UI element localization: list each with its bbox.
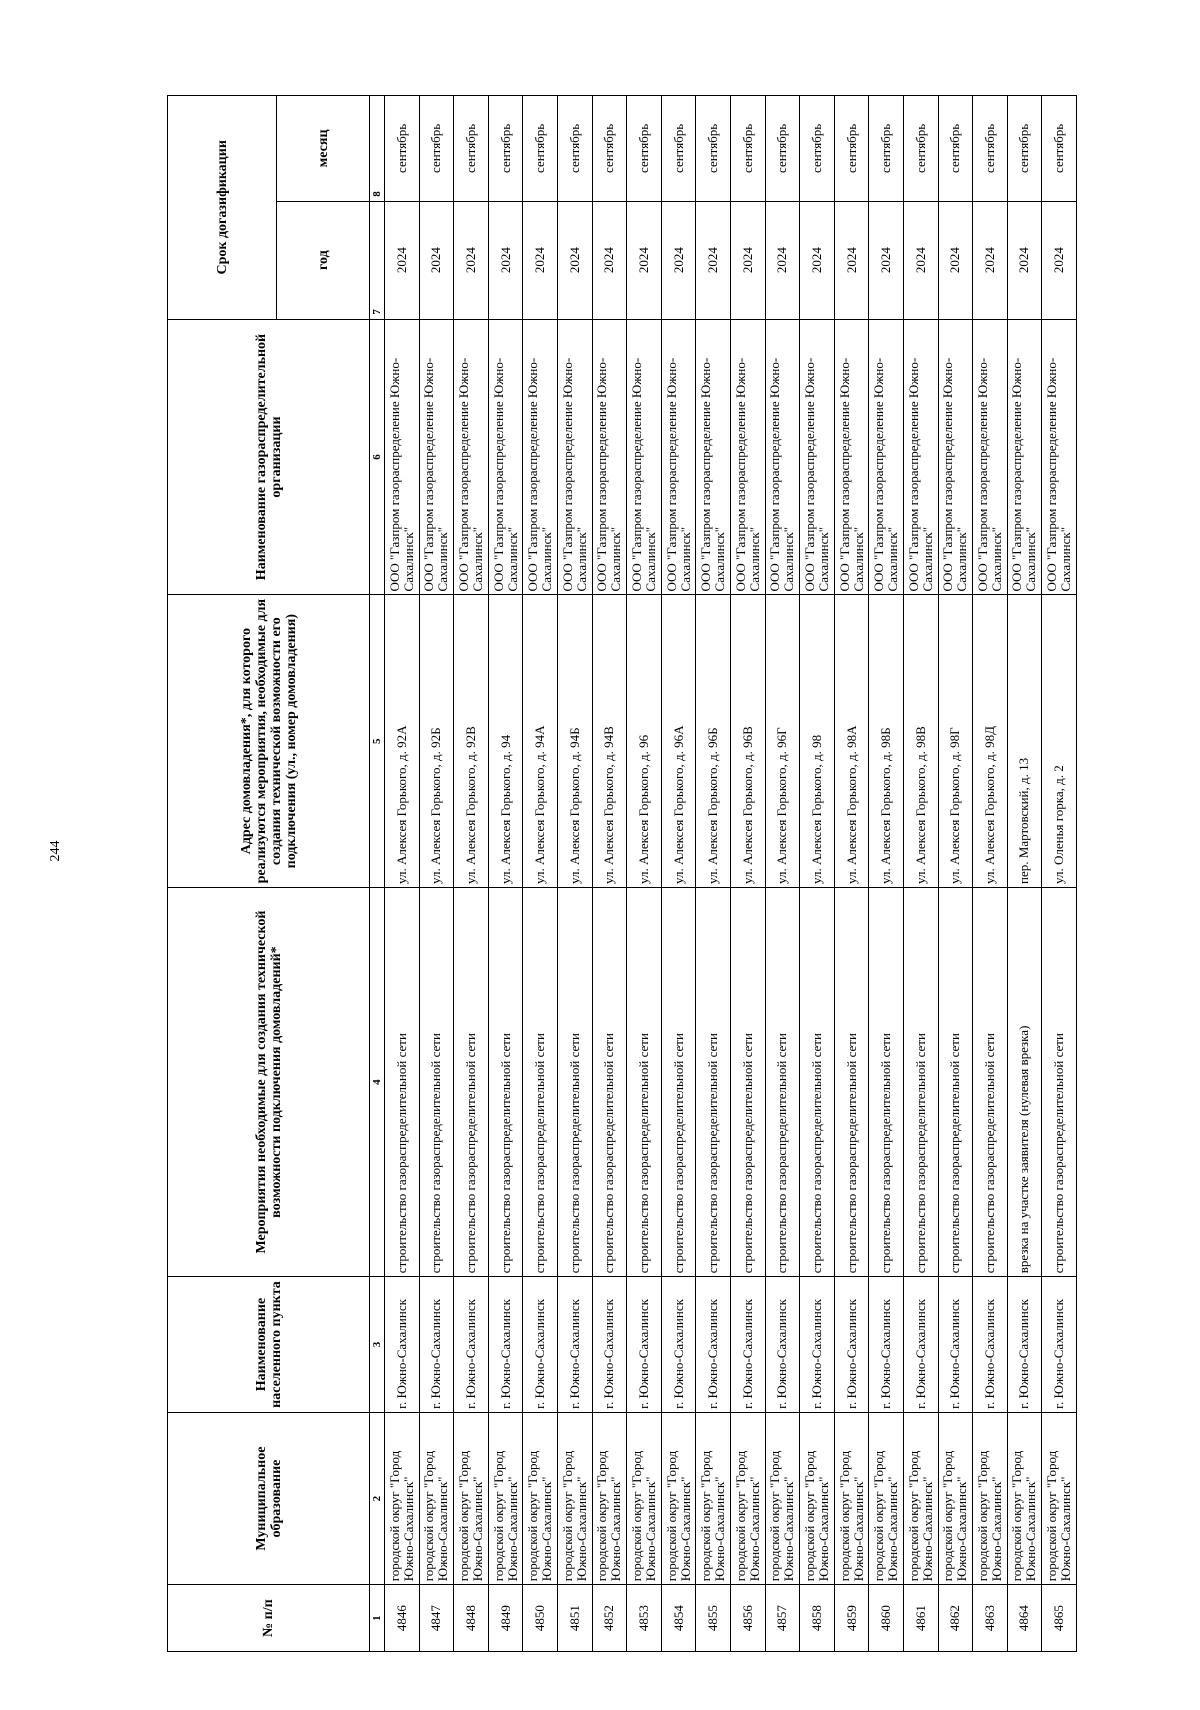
cell-month: сентябрь	[903, 96, 938, 202]
cell-measures: строительство газораспределительной сети	[627, 887, 662, 1276]
cell-month: сентябрь	[730, 96, 765, 202]
column-number: 2	[370, 1412, 385, 1584]
cell-month: сентябрь	[488, 96, 523, 202]
cell-year: 2024	[730, 201, 765, 319]
cell-settlement: г. Южно-Сахалинск	[557, 1277, 592, 1413]
cell-organization: ООО "Газпром газораспределение Южно-Сахалинск"	[661, 319, 696, 595]
rotated-table-wrapper	[167, 95, 1077, 1652]
cell-organization: ООО "Газпром газораспределение Южно-Сахалинск"	[765, 319, 800, 595]
cell-municipality: городской округ "Город Южно-Сахалинск"	[627, 1412, 662, 1584]
column-number: 7	[370, 201, 385, 319]
table-row	[973, 96, 1008, 1652]
cell-measures: строительство газораспределительной сети	[696, 887, 731, 1276]
table-row	[385, 96, 420, 1652]
cell-address: ул. Алексея Горького, д. 96Г	[765, 595, 800, 888]
cell-num: 4855	[696, 1585, 731, 1652]
cell-measures: строительство газораспределительной сети	[557, 887, 592, 1276]
table-row	[627, 96, 662, 1652]
cell-address: ул. Алексея Горького, д. 96В	[730, 595, 765, 888]
cell-settlement: г. Южно-Сахалинск	[1007, 1277, 1042, 1413]
cell-address: ул. Алексея Горького, д. 94Б	[557, 595, 592, 888]
cell-organization: ООО "Газпром газораспределение Южно-Сахалинск"	[557, 319, 592, 595]
cell-address: ул. Алексея Горького, д. 92Б	[419, 595, 454, 888]
cell-municipality: городской округ "Город Южно-Сахалинск"	[661, 1412, 696, 1584]
header-month: месяц	[277, 96, 370, 202]
cell-year: 2024	[1007, 201, 1042, 319]
cell-municipality: городской округ "Город Южно-Сахалинск"	[903, 1412, 938, 1584]
cell-year: 2024	[454, 201, 489, 319]
cell-organization: ООО "Газпром газораспределение Южно-Сахалинск"	[834, 319, 869, 595]
cell-year: 2024	[903, 201, 938, 319]
table-row	[661, 96, 696, 1652]
cell-num: 4846	[385, 1585, 420, 1652]
cell-month: сентябрь	[454, 96, 489, 202]
cell-settlement: г. Южно-Сахалинск	[523, 1277, 558, 1413]
cell-month: сентябрь	[661, 96, 696, 202]
cell-num: 4857	[765, 1585, 800, 1652]
header-num: № п/п	[168, 1585, 370, 1652]
cell-settlement: г. Южно-Сахалинск	[696, 1277, 731, 1413]
cell-num: 4850	[523, 1585, 558, 1652]
cell-organization: ООО "Газпром газораспределение Южно-Сахалинск"	[938, 319, 973, 595]
table-row	[1007, 96, 1042, 1652]
cell-municipality: городской округ "Город Южно-Сахалинск"	[730, 1412, 765, 1584]
cell-year: 2024	[419, 201, 454, 319]
cell-num: 4852	[592, 1585, 627, 1652]
gasification-table	[167, 95, 1077, 1652]
cell-num: 4853	[627, 1585, 662, 1652]
cell-measures: строительство газораспределительной сети	[454, 887, 489, 1276]
cell-settlement: г. Южно-Сахалинск	[765, 1277, 800, 1413]
cell-organization: ООО "Газпром газораспределение Южно-Сахалинск"	[454, 319, 489, 595]
cell-measures: строительство газораспределительной сети	[834, 887, 869, 1276]
cell-address: ул. Алексея Горького, д. 96А	[661, 595, 696, 888]
cell-num: 4863	[973, 1585, 1008, 1652]
cell-year: 2024	[385, 201, 420, 319]
cell-month: сентябрь	[592, 96, 627, 202]
header-organization: Наименование газораспределительной организации	[168, 319, 370, 595]
page-number: 244	[48, 840, 63, 862]
cell-address: ул. Алексея Горького, д. 98А	[834, 595, 869, 888]
cell-settlement: г. Южно-Сахалинск	[661, 1277, 696, 1413]
cell-year: 2024	[938, 201, 973, 319]
cell-num: 4851	[557, 1585, 592, 1652]
cell-organization: ООО "Газпром газораспределение Южно-Сахалинск"	[730, 319, 765, 595]
table-row	[419, 96, 454, 1652]
cell-settlement: г. Южно-Сахалинск	[385, 1277, 420, 1413]
cell-organization: ООО "Газпром газораспределение Южно-Сахалинск"	[488, 319, 523, 595]
cell-organization: ООО "Газпром газораспределение Южно-Сахалинск"	[385, 319, 420, 595]
cell-measures: строительство газораспределительной сети	[800, 887, 835, 1276]
cell-settlement: г. Южно-Сахалинск	[730, 1277, 765, 1413]
cell-num: 4861	[903, 1585, 938, 1652]
cell-address: ул. Алексея Горького, д. 92А	[385, 595, 420, 888]
column-number: 5	[370, 595, 385, 888]
table-row	[938, 96, 973, 1652]
cell-num: 4864	[1007, 1585, 1042, 1652]
cell-measures: строительство газораспределительной сети	[661, 887, 696, 1276]
cell-measures: строительство газораспределительной сети	[1042, 887, 1077, 1276]
cell-num: 4848	[454, 1585, 489, 1652]
header-settlement: Наименование населенного пункта	[168, 1277, 370, 1413]
cell-address: ул. Алексея Горького, д. 98В	[903, 595, 938, 888]
cell-organization: ООО "Газпром газораспределение Южно-Сахалинск"	[973, 319, 1008, 595]
cell-measures: строительство газораспределительной сети	[903, 887, 938, 1276]
cell-address: ул. Алексея Горького, д. 94	[488, 595, 523, 888]
cell-organization: ООО "Газпром газораспределение Южно-Сахалинск"	[696, 319, 731, 595]
header-deadline: Срок догазификации	[168, 96, 277, 320]
header-address: Адрес домовладения*, для которого реализуются мероприятия, необходимые для создания технической возможности его подключения (ул., номер домовладения)	[168, 595, 370, 888]
cell-year: 2024	[661, 201, 696, 319]
column-number: 6	[370, 319, 385, 595]
table-row	[869, 96, 904, 1652]
cell-month: сентябрь	[800, 96, 835, 202]
cell-year: 2024	[557, 201, 592, 319]
cell-measures: строительство газораспределительной сети	[973, 887, 1008, 1276]
cell-month: сентябрь	[696, 96, 731, 202]
table-row	[730, 96, 765, 1652]
cell-municipality: городской округ "Город Южно-Сахалинск"	[523, 1412, 558, 1584]
cell-municipality: городской округ "Город Южно-Сахалинск"	[419, 1412, 454, 1584]
cell-month: сентябрь	[1042, 96, 1077, 202]
cell-month: сентябрь	[1007, 96, 1042, 202]
cell-settlement: г. Южно-Сахалинск	[834, 1277, 869, 1413]
cell-settlement: г. Южно-Сахалинск	[869, 1277, 904, 1413]
cell-year: 2024	[488, 201, 523, 319]
table-row	[834, 96, 869, 1652]
cell-measures: врезка на участке заявителя (нулевая врезка)	[1007, 887, 1042, 1276]
column-numbers-row	[370, 96, 385, 1652]
cell-settlement: г. Южно-Сахалинск	[903, 1277, 938, 1413]
cell-settlement: г. Южно-Сахалинск	[973, 1277, 1008, 1413]
table-row	[488, 96, 523, 1652]
cell-settlement: г. Южно-Сахалинск	[938, 1277, 973, 1413]
cell-address: ул. Алексея Горького, д. 98Г	[938, 595, 973, 888]
cell-address: ул. Алексея Горького, д. 98Д	[973, 595, 1008, 888]
cell-municipality: городской округ "Город Южно-Сахалинск"	[454, 1412, 489, 1584]
cell-address: ул. Алексея Горького, д. 98	[800, 595, 835, 888]
cell-address: ул. Алексея Горького, д. 92В	[454, 595, 489, 888]
column-number: 1	[370, 1585, 385, 1652]
cell-month: сентябрь	[834, 96, 869, 202]
cell-month: сентябрь	[385, 96, 420, 202]
cell-organization: ООО "Газпром газораспределение Южно-Сахалинск"	[627, 319, 662, 595]
cell-num: 4859	[834, 1585, 869, 1652]
table-body	[370, 96, 1077, 1652]
cell-year: 2024	[627, 201, 662, 319]
cell-year: 2024	[592, 201, 627, 319]
cell-address: ул. Алексея Горького, д. 98Б	[869, 595, 904, 888]
cell-month: сентябрь	[523, 96, 558, 202]
cell-year: 2024	[834, 201, 869, 319]
cell-num: 4858	[800, 1585, 835, 1652]
table-row	[1042, 96, 1077, 1652]
cell-address: ул. Алексея Горького, д. 96Б	[696, 595, 731, 888]
cell-settlement: г. Южно-Сахалинск	[592, 1277, 627, 1413]
cell-month: сентябрь	[869, 96, 904, 202]
cell-year: 2024	[1042, 201, 1077, 319]
cell-municipality: городской округ "Город Южно-Сахалинск"	[938, 1412, 973, 1584]
cell-municipality: городской округ "Город Южно-Сахалинск"	[557, 1412, 592, 1584]
cell-address: ул. Алексея Горького, д. 96	[627, 595, 662, 888]
table-row	[454, 96, 489, 1652]
cell-municipality: городской округ "Город Южно-Сахалинск"	[488, 1412, 523, 1584]
cell-measures: строительство газораспределительной сети	[592, 887, 627, 1276]
cell-address: ул. Алексея Горького, д. 94В	[592, 595, 627, 888]
cell-municipality: городской округ "Город Южно-Сахалинск"	[869, 1412, 904, 1584]
cell-municipality: городской округ "Город Южно-Сахалинск"	[1042, 1412, 1077, 1584]
cell-address: ул. Алексея Горького, д. 94А	[523, 595, 558, 888]
cell-year: 2024	[973, 201, 1008, 319]
cell-settlement: г. Южно-Сахалинск	[800, 1277, 835, 1413]
cell-organization: ООО "Газпром газораспределение Южно-Сахалинск"	[800, 319, 835, 595]
cell-settlement: г. Южно-Сахалинск	[1042, 1277, 1077, 1413]
cell-address: пер. Мартовский, д. 13	[1007, 595, 1042, 888]
cell-measures: строительство газораспределительной сети	[730, 887, 765, 1276]
cell-organization: ООО "Газпром газораспределение Южно-Сахалинск"	[869, 319, 904, 595]
cell-year: 2024	[765, 201, 800, 319]
table-row	[765, 96, 800, 1652]
cell-municipality: городской округ "Город Южно-Сахалинск"	[765, 1412, 800, 1584]
cell-num: 4862	[938, 1585, 973, 1652]
cell-municipality: городской округ "Город Южно-Сахалинск"	[696, 1412, 731, 1584]
cell-month: сентябрь	[557, 96, 592, 202]
cell-num: 4865	[1042, 1585, 1077, 1652]
cell-municipality: городской округ "Город Южно-Сахалинск"	[385, 1412, 420, 1584]
table-row	[523, 96, 558, 1652]
cell-measures: строительство газораспределительной сети	[523, 887, 558, 1276]
cell-organization: ООО "Газпром газораспределение Южно-Сахалинск"	[903, 319, 938, 595]
cell-municipality: городской округ "Город Южно-Сахалинск"	[592, 1412, 627, 1584]
cell-organization: ООО "Газпром газораспределение Южно-Сахалинск"	[1007, 319, 1042, 595]
cell-month: сентябрь	[765, 96, 800, 202]
cell-measures: строительство газораспределительной сети	[385, 887, 420, 1276]
table-row	[696, 96, 731, 1652]
header-municipality: Муниципальное образование	[168, 1412, 370, 1584]
cell-organization: ООО "Газпром газораспределение Южно-Сахалинск"	[419, 319, 454, 595]
cell-organization: ООО "Газпром газораспределение Южно-Сахалинск"	[1042, 319, 1077, 595]
column-number: 8	[370, 96, 385, 202]
cell-address: ул. Оленья горка, д. 2	[1042, 595, 1077, 888]
cell-month: сентябрь	[938, 96, 973, 202]
header-year: год	[277, 201, 370, 319]
cell-year: 2024	[696, 201, 731, 319]
cell-municipality: городской округ "Город Южно-Сахалинск"	[800, 1412, 835, 1584]
table-row	[903, 96, 938, 1652]
table-row	[800, 96, 835, 1652]
column-number: 3	[370, 1277, 385, 1413]
cell-num: 4849	[488, 1585, 523, 1652]
cell-organization: ООО "Газпром газораспределение Южно-Сахалинск"	[523, 319, 558, 595]
cell-year: 2024	[800, 201, 835, 319]
column-number: 4	[370, 887, 385, 1276]
cell-num: 4856	[730, 1585, 765, 1652]
header-measures: Мероприятия необходимые для создания технической возможности подключения домовладений*	[168, 887, 370, 1276]
cell-measures: строительство газораспределительной сети	[938, 887, 973, 1276]
cell-num: 4860	[869, 1585, 904, 1652]
cell-measures: строительство газораспределительной сети	[488, 887, 523, 1276]
table-row	[592, 96, 627, 1652]
cell-settlement: г. Южно-Сахалинск	[488, 1277, 523, 1413]
cell-settlement: г. Южно-Сахалинск	[454, 1277, 489, 1413]
cell-organization: ООО "Газпром газораспределение Южно-Сахалинск"	[592, 319, 627, 595]
cell-year: 2024	[523, 201, 558, 319]
cell-year: 2024	[869, 201, 904, 319]
cell-month: сентябрь	[627, 96, 662, 202]
cell-month: сентябрь	[973, 96, 1008, 202]
cell-measures: строительство газораспределительной сети	[869, 887, 904, 1276]
cell-municipality: городской округ "Город Южно-Сахалинск"	[973, 1412, 1008, 1584]
cell-settlement: г. Южно-Сахалинск	[627, 1277, 662, 1413]
table-header	[168, 96, 370, 1652]
cell-measures: строительство газораспределительной сети	[765, 887, 800, 1276]
cell-municipality: городской округ "Город Южно-Сахалинск"	[834, 1412, 869, 1584]
cell-num: 4854	[661, 1585, 696, 1652]
table-row	[557, 96, 592, 1652]
cell-num: 4847	[419, 1585, 454, 1652]
cell-municipality: городской округ "Город Южно-Сахалинск"	[1007, 1412, 1042, 1584]
cell-settlement: г. Южно-Сахалинск	[419, 1277, 454, 1413]
cell-month: сентябрь	[419, 96, 454, 202]
cell-measures: строительство газораспределительной сети	[419, 887, 454, 1276]
